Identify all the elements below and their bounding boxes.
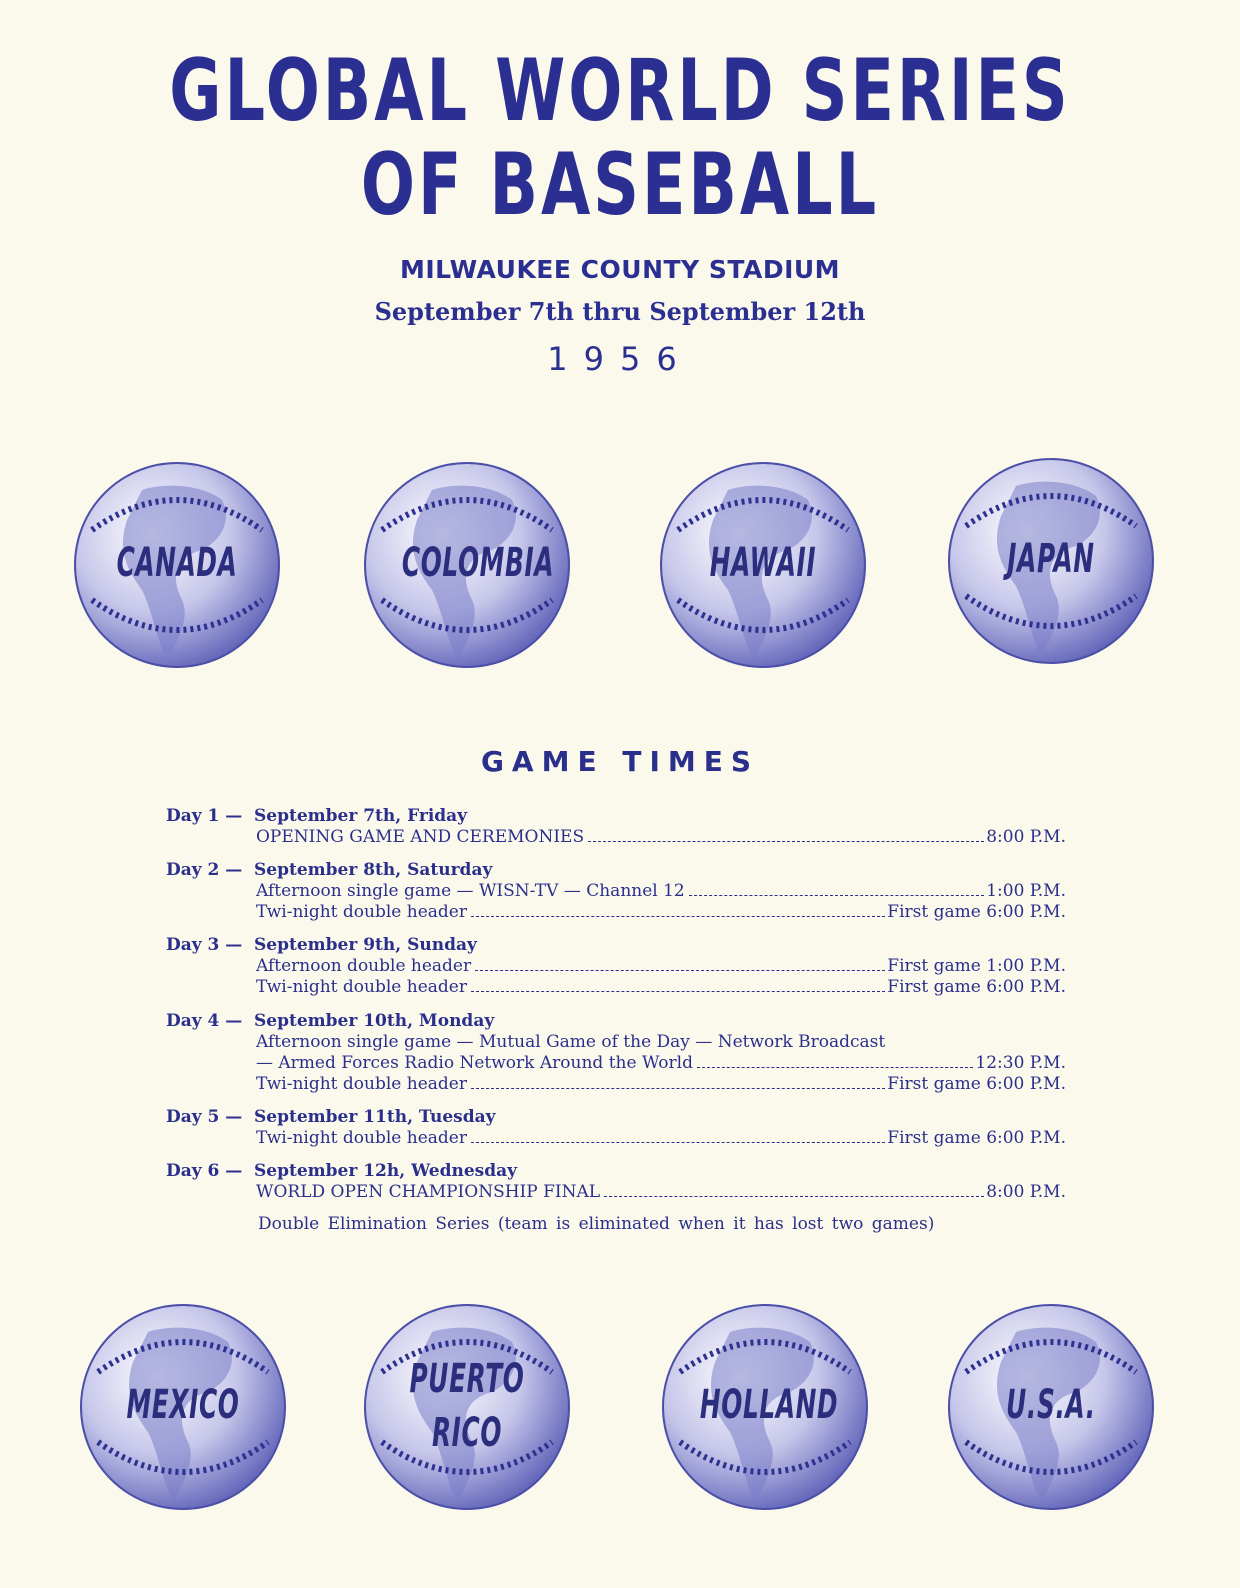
day-label: Day 2 — [166, 860, 243, 880]
day-label: Day 1 — [166, 806, 243, 826]
event-year: 1956 [547, 340, 693, 378]
schedule-line: Afternoon single game — Mutual Game of the Day — Network Broadcast [256, 1032, 886, 1052]
title-line-1: GLOBAL WORLD SERIES [169, 41, 1071, 141]
day-date: September 11th, Tuesday [254, 1107, 496, 1127]
game-times-heading: GAME TIMES [480, 745, 760, 778]
team-name: COLOMBIA [401, 540, 555, 586]
schedule-day [166, 1107, 1066, 1149]
team-name: CANADA [116, 540, 238, 586]
schedule-line: — Armed Forces Radio Network Around the World 12:30 P.M. [256, 1053, 1066, 1073]
day-date: September 7th, Friday [254, 806, 468, 826]
schedule-line: Twi-night double header First game 6:00 P.M. [256, 902, 1066, 922]
day-date: September 8th, Saturday [254, 860, 493, 880]
team-name: U.S.A. [1006, 1382, 1096, 1428]
team-globe-japan [946, 456, 1156, 666]
schedule-line: Twi-night double header First game 6:00 P.M. [256, 1074, 1066, 1094]
team-globe-mexico [78, 1302, 288, 1512]
team-name: PUERTO RICO [409, 1356, 525, 1456]
schedule-day [166, 935, 1066, 998]
day-label: Day 5 — [166, 1107, 243, 1127]
team-name: JAPAN [1007, 536, 1095, 582]
elimination-note: Double Elimination Series (team is eliminated when it has lost two games) [258, 1214, 935, 1234]
day-date: September 12h, Wednesday [254, 1161, 518, 1181]
team-globe-holland [660, 1302, 870, 1512]
schedule-line: Afternoon single game — WISN-TV — Channel 12 1:00 P.M. [256, 881, 1066, 901]
day-label: Day 6 — [166, 1161, 243, 1181]
schedule-line: OPENING GAME AND CEREMONIES 8:00 P.M. [256, 827, 1066, 847]
event-dates: September 7th thru September 12th [374, 297, 866, 326]
schedule-day [166, 806, 1066, 848]
team-globe-canada [72, 460, 282, 670]
schedule-line: Afternoon double header First game 1:00 P.M. [256, 956, 1066, 976]
team-globe-puerto-rico [362, 1302, 572, 1512]
team-name: MEXICO [126, 1382, 240, 1428]
team-globe-hawaii [658, 460, 868, 670]
schedule-day [166, 1011, 1066, 1095]
schedule-line: WORLD OPEN CHAMPIONSHIP FINAL 8:00 P.M. [256, 1182, 1066, 1202]
schedule-line: Twi-night double header First game 6:00 P.M. [256, 977, 1066, 997]
schedule-line: Twi-night double header First game 6:00 P.M. [256, 1128, 1066, 1148]
schedule-day [166, 1161, 1066, 1203]
stadium-name: MILWAUKEE COUNTY STADIUM [399, 255, 841, 284]
day-date: September 9th, Sunday [254, 935, 477, 955]
team-name: HOLLAND [699, 1382, 839, 1428]
schedule-day [166, 860, 1066, 923]
team-globe-usa [946, 1302, 1156, 1512]
title-line-2: OF BASEBALL [360, 135, 880, 235]
day-label: Day 3 — [166, 935, 243, 955]
day-date: September 10th, Monday [254, 1011, 495, 1031]
day-label: Day 4 — [166, 1011, 243, 1031]
team-name: HAWAII [709, 540, 817, 586]
team-globe-colombia [362, 460, 572, 670]
